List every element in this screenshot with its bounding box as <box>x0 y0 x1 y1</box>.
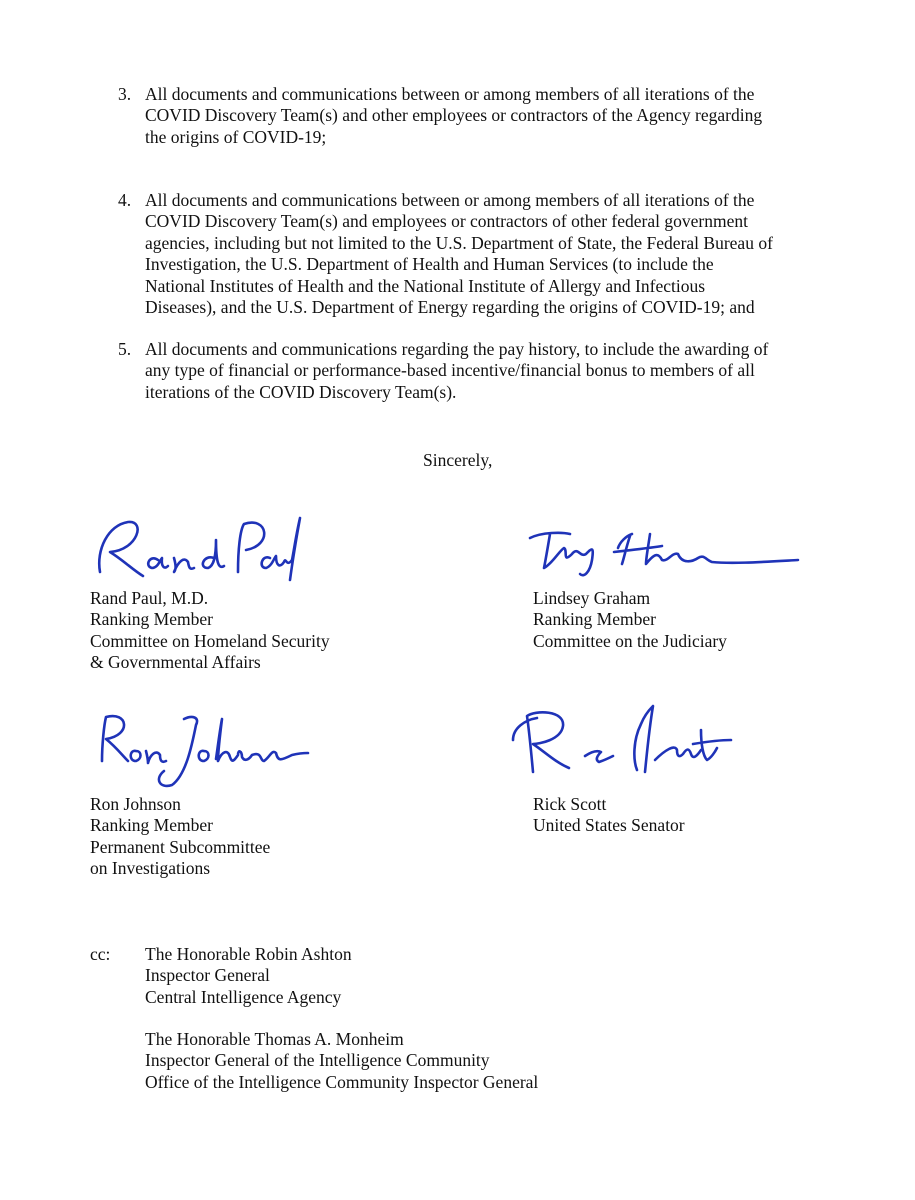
signatory-line: Committee on Homeland Security <box>90 630 330 651</box>
signatory-line: Lindsey Graham <box>533 588 651 608</box>
cc-line: The Honorable Thomas A. Monheim <box>145 1029 404 1049</box>
signatory-line: Ranking Member <box>90 609 213 630</box>
signatory-line: Rick Scott <box>533 794 607 814</box>
item-line: National Institutes of Health and the National Institute of Allergy and Infectious <box>145 275 706 296</box>
signatory-line: Rand Paul, M.D. <box>90 588 209 608</box>
signatory-line: & Governmental Affairs <box>90 652 261 673</box>
item-line: All documents and communications regarding the pay history, to include the awarding of <box>145 339 769 359</box>
signatory-line: United States Senator <box>533 815 685 836</box>
cc-line: Inspector General of the Intelligence Community <box>145 1050 490 1071</box>
signature-rand-paul <box>88 510 308 585</box>
signatory-lindsey-graham <box>533 588 727 652</box>
signatory-line: on Investigations <box>90 858 211 879</box>
signatory-ron-johnson <box>90 794 270 880</box>
item-line: COVID Discovery Team(s) and employees or contractors of other federal government <box>145 211 748 232</box>
signature-lindsey-graham <box>522 524 807 584</box>
item-line: agencies, including but not limited to the U.S. Department of State, the Federal Bureau of <box>145 232 773 253</box>
signatory-line: Ranking Member <box>533 609 656 630</box>
cc-line: Office of the Intelligence Community Inspector General <box>145 1071 539 1092</box>
signatory-rand-paul <box>90 588 330 674</box>
item-line: All documents and communications between or among members of all iterations of the <box>145 190 755 210</box>
item-number: 4. <box>118 190 132 210</box>
signature-ron-johnson <box>92 705 312 795</box>
signatory-line: Ron Johnson <box>90 794 181 814</box>
item-line: the origins of COVID-19; <box>145 126 327 147</box>
cc-line: Central Intelligence Agency <box>145 986 342 1007</box>
item-number: 3. <box>118 84 132 104</box>
item-line: COVID Discovery Team(s) and other employees or contractors of the Agency regarding <box>145 105 763 126</box>
item-line: Investigation, the U.S. Department of Health and Human Services (to include the <box>145 254 714 275</box>
cc-line: The Honorable Robin Ashton <box>145 944 352 964</box>
cc-recipient <box>145 1029 538 1093</box>
item-line: any type of financial or performance-based incentive/financial bonus to members of all <box>145 360 755 381</box>
cc-line: Inspector General <box>145 965 270 986</box>
item-number: 5. <box>118 339 132 359</box>
cc-recipient <box>145 944 352 1008</box>
signatory-line: Ranking Member <box>90 815 213 836</box>
closing: Sincerely, <box>423 450 493 470</box>
item-line: All documents and communications between or among members of all iterations of the <box>145 84 755 104</box>
cc-label: cc: <box>90 944 111 964</box>
signatory-line: Committee on the Judiciary <box>533 630 727 651</box>
signatory-rick-scott <box>533 794 685 837</box>
item-line: iterations of the COVID Discovery Team(s). <box>145 381 457 402</box>
signature-rick-scott <box>505 700 735 780</box>
signatory-line: Permanent Subcommittee <box>90 836 271 857</box>
item-line: Diseases), and the U.S. Department of Energy regarding the origins of COVID-19; and <box>145 297 755 318</box>
